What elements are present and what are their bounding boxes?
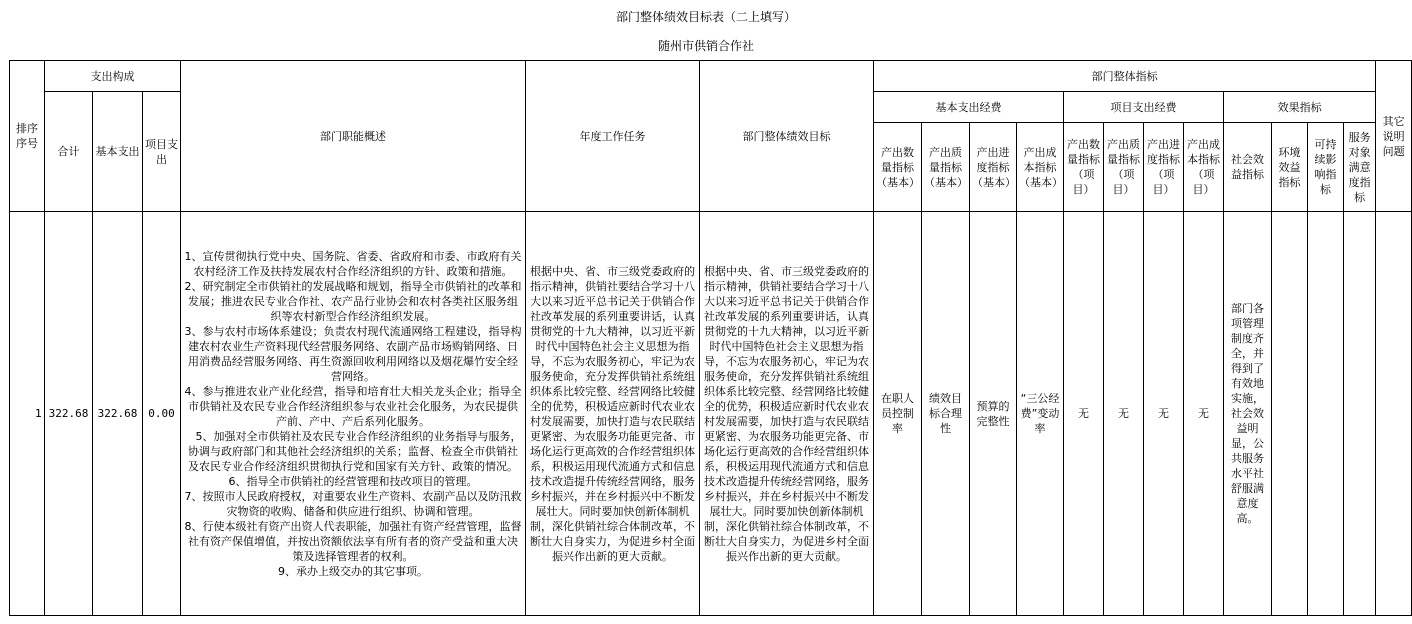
header-basic-group: 基本支出经费 xyxy=(874,92,1064,123)
header-tasks: 年度工作任务 xyxy=(526,61,700,212)
duty-item: 4、参与推进农业产业化经营，指导和培育壮大相关龙头企业；指导全市供销社及农民专业合作经济组织参与农业社会化服务，为农民提供产前、产中、产后系列化服务。 xyxy=(184,384,522,428)
header-other: 其它说明问题 xyxy=(1376,61,1412,212)
header-indicators-group: 部门整体指标 xyxy=(874,61,1376,92)
row-project-progress: 无 xyxy=(1144,212,1184,616)
organization-name: 随州市供销合作社 xyxy=(657,39,754,53)
row-project-qty: 无 xyxy=(1064,212,1104,616)
row-project-cost: 无 xyxy=(1184,212,1224,616)
duty-item: 5、加强对全市供销社及农民专业合作经济组织的业务指导与服务，协调与政府部门和其他社会经济组织的关系；监督、检查全市供销社及农民专业合作经济组织贯彻执行党和国家有关方针、政策的情况。 xyxy=(184,429,522,473)
row-sustain xyxy=(1308,212,1344,616)
duty-item: 8、行使本级社有资产出资人代表职能，加强社有资产经营管理，监督社有资产保值增值，并按出资额依法享有所有者的资产受益和重大决策及选择管理者的权利。 xyxy=(184,519,522,563)
duty-item: 6、指导全市供销社的经营管理和技改项目的管理。 xyxy=(228,474,478,488)
row-env xyxy=(1272,212,1308,616)
header-effect-group: 效果指标 xyxy=(1224,92,1376,123)
header-basic-cost: 产出成本指标（基本） xyxy=(1017,123,1064,212)
header-env: 环境效益指标 xyxy=(1272,123,1308,212)
row-project-quality: 无 xyxy=(1104,212,1144,616)
header-basic-qty: 产出数量指标（基本） xyxy=(874,123,922,212)
duty-item: 2、研究制定全市供销社的发展战略和规划，指导全市供销社的改革和发展；推进农民专业合作社、农产品行业协会和农村各类社区服务组织等农村新型合作经济组织发展。 xyxy=(184,279,522,323)
row-basic-progress: 预算的完整性 xyxy=(970,212,1017,616)
header-project-progress: 产出进度指标（项目） xyxy=(1144,123,1184,212)
header-satisfaction: 服务对象满意度指标 xyxy=(1344,123,1376,212)
form-title: 部门整体绩效目标表（二上填写） xyxy=(615,10,796,24)
performance-table xyxy=(9,60,1412,616)
row-basic-quality: 绩效目标合理性 xyxy=(922,212,970,616)
header-total: 合计 xyxy=(45,92,93,212)
header-project-quality: 产出质量指标（项目） xyxy=(1104,123,1144,212)
row-basic-cost: “三公经费”变动率 xyxy=(1017,212,1064,616)
row-social: 部门各项管理制度齐全，并得到了有效地实施，社会效益明显，公共服务水平社舒服满意度高。 xyxy=(1224,212,1272,616)
header-sustain: 可持续影响指标 xyxy=(1308,123,1344,212)
header-basic-progress: 产出进度指标（基本） xyxy=(970,123,1017,212)
row-total: 322.68 xyxy=(45,212,93,616)
header-project-qty: 产出数量指标（项目） xyxy=(1064,123,1104,212)
duty-item: 9、承办上级交办的其它事项。 xyxy=(278,564,429,578)
row-basic-qty: 在职人员控制率 xyxy=(874,212,922,616)
header-goals: 部门整体绩效目标 xyxy=(700,61,874,212)
header-basic: 基本支出 xyxy=(93,92,143,212)
header-duties: 部门职能概述 xyxy=(181,61,526,212)
header-seq: 排序序号 xyxy=(10,61,45,212)
row-seq: 1 xyxy=(10,212,45,616)
duty-item: 3、参与农村市场体系建设；负责农村现代流通网络工程建设，指导构建农村农业生产资料现代经营服务网络、农副产品市场购销网络、日用消费品经营服务网络、再生资源回收利用网络以及烟花爆竹安全经营网络。 xyxy=(184,324,522,383)
header-social: 社会效益指标 xyxy=(1224,123,1272,212)
row-tasks: 根据中央、省、市三级党委政府的指示精神，供销社要结合学习十八大以来习近平总书记关于供销合作社改革发展的系列重要讲话，认真贯彻党的十九大精神，以习近平新时代中国特色社会主义思想为指导，不忘为农服务初心，牢记为农服务使命，充分发挥供销社系统组织体系比较完整、经营网络比较健全的优势，积极适应新时代农业农村发展需要，加快打造与农民联结更紧密、为农服务功能更完备、市场化运行更高效的合作经营组织体系，积极运用现代流通方式和信息技术改造提升传统经营网络，服务乡村振兴，并在乡村振兴中不断发展壮大。同时要加快创新体制机制，深化供销社综合体制改革，不断壮大自身实力，为促进乡村全面振兴作出新的更大贡献。 xyxy=(526,212,700,616)
header-project: 项目支出 xyxy=(143,92,181,212)
duty-item: 1、宣传贯彻执行党中央、国务院、省委、省政府和市委、市政府有关农村经济工作及扶持发展农村合作经济组织的方针、政策和措施。 xyxy=(184,249,522,278)
row-other xyxy=(1376,212,1412,616)
row-goals: 根据中央、省、市三级党委政府的指示精神，供销社要结合学习十八大以来习近平总书记关于供销合作社改革发展的系列重要讲话，认真贯彻党的十九大精神，以习近平新时代中国特色社会主义思想为指导，不忘为农服务初心，牢记为农服务使命，充分发挥供销社系统组织体系比较完整、经营网络比较健全的优势，积极适应新时代农业农村发展需要，加快打造与农民联结更紧密、为农服务功能更完备、市场化运行更高效的合作经营组织体系，积极运用现代流通方式和信息技术改造提升传统经营网络，服务乡村振兴，并在乡村振兴中不断发展壮大。同时要加快创新体制机制，深化供销社综合体制改革，不断壮大自身实力，为促进乡村全面振兴作出新的更大贡献。 xyxy=(700,212,874,616)
header-expense-group: 支出构成 xyxy=(45,61,181,92)
row-basic: 322.68 xyxy=(93,212,143,616)
header-project-group: 项目支出经费 xyxy=(1064,92,1224,123)
row-satisfaction xyxy=(1344,212,1376,616)
duty-item: 7、按照市人民政府授权，对重要农业生产资料、农副产品以及防汛救灾物资的收购、储备和供应进行组织、协调和管理。 xyxy=(184,489,522,518)
header-basic-quality: 产出质量指标（基本） xyxy=(922,123,970,212)
row-project: 0.00 xyxy=(143,212,181,616)
row-duties xyxy=(181,212,526,616)
header-project-cost: 产出成本指标（项目） xyxy=(1184,123,1224,212)
